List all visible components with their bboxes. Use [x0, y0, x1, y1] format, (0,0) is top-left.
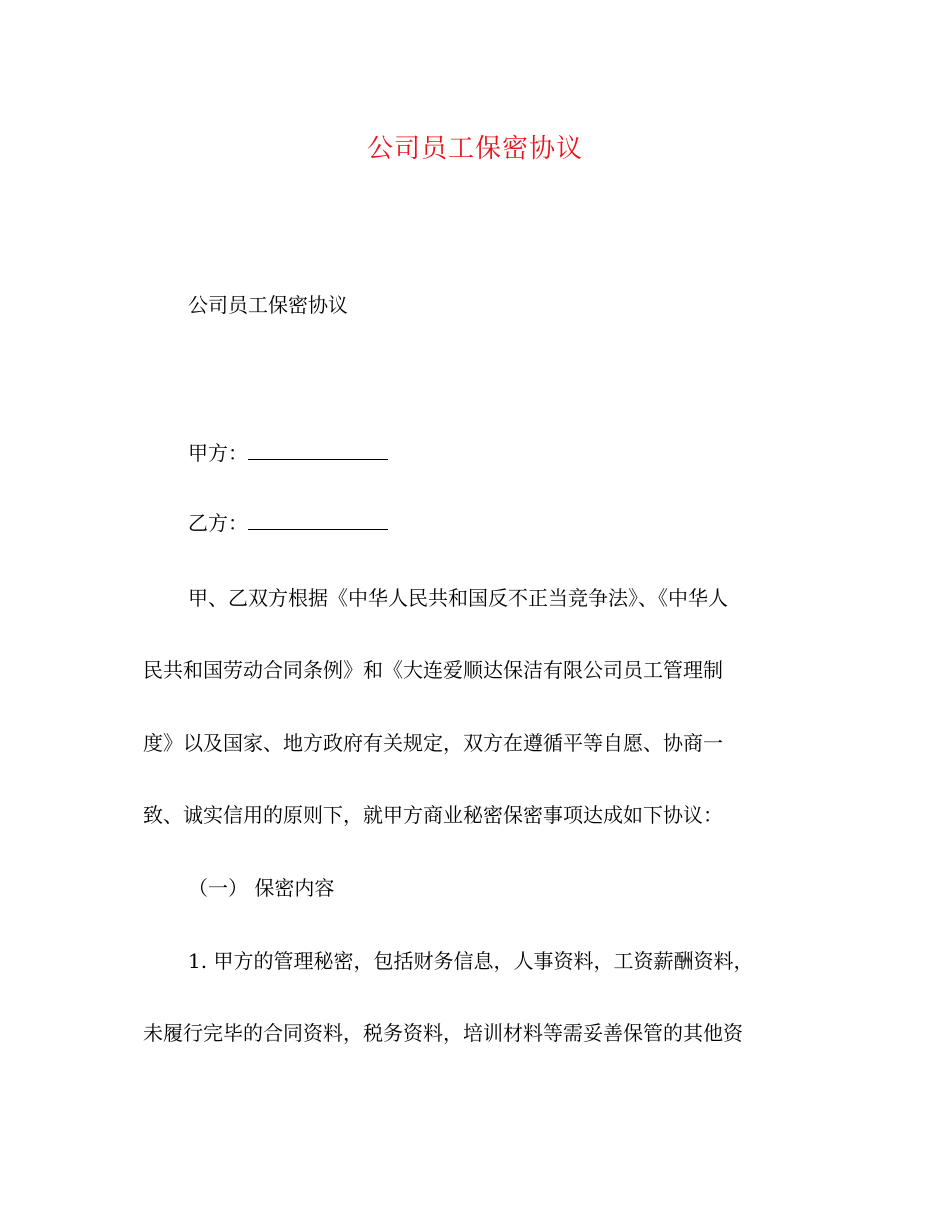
party-a-blank [248, 441, 388, 460]
paragraph-line: 甲、乙双方根据《中华人民共和国反不正当竞争法》、《中华人 [188, 586, 728, 610]
party-a-line [188, 440, 388, 466]
party-b-label: 乙方： [188, 511, 248, 535]
document-title: 公司员工保密协议 [366, 134, 583, 164]
paragraph-line: 1. 甲方的管理秘密，包括财务信息，人事资料，工资薪酬资料， [188, 949, 754, 973]
section-heading: （一） 保密内容 [188, 876, 335, 900]
paragraph-line: 民共和国劳动合同条例》和《大连爱顺达保洁有限公司员工管理制 [143, 658, 723, 682]
paragraph-line: 未履行完毕的合同资料，税务资料，培训材料等需妥善保管的其他资 [143, 1021, 743, 1045]
paragraph-line: 度》以及国家、地方政府有关规定，双方在遵循平等自愿、协商一 [143, 731, 723, 755]
party-b-blank [248, 511, 388, 530]
paragraph-line: 致、诚实信用的原则下，就甲方商业秘密保密事项达成如下协议： [143, 803, 723, 827]
party-a-label: 甲方： [188, 441, 248, 465]
party-b-line [188, 510, 388, 536]
document-subtitle: 公司员工保密协议 [188, 293, 348, 317]
